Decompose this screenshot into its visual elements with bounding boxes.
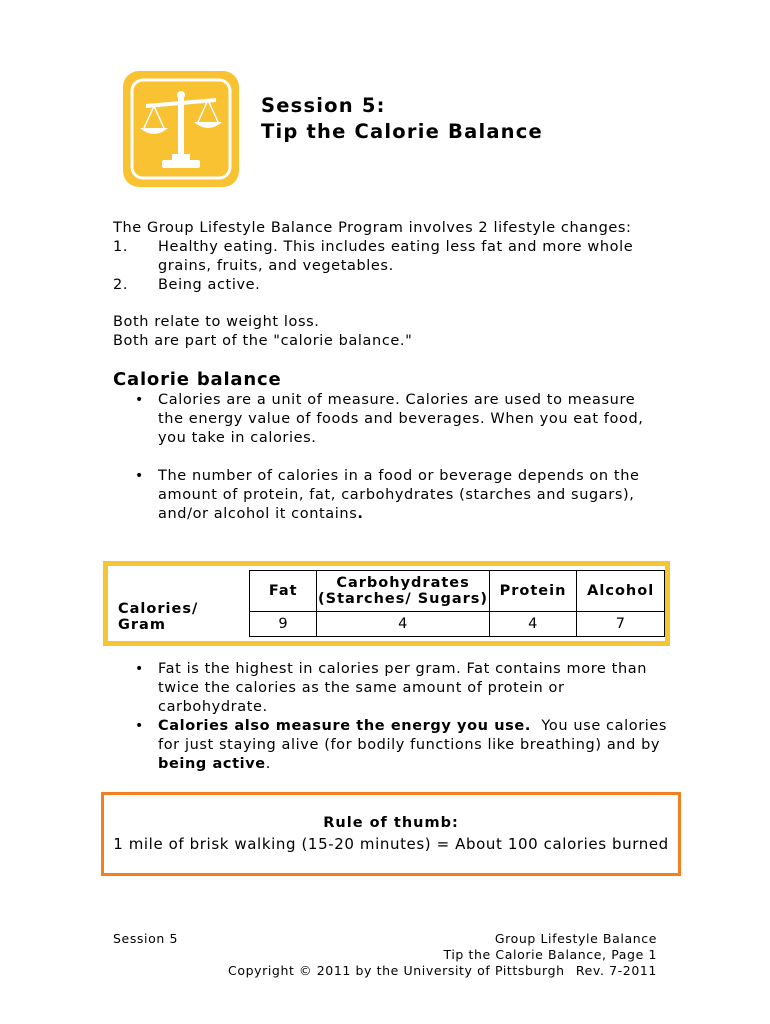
table-cell: 7 [577, 612, 665, 637]
bullet-text: for just staying alive (for bodily functions like breathing) and by [158, 737, 661, 753]
calorie-table [112, 570, 665, 637]
column-header-alcohol: Alcohol [577, 571, 665, 612]
column-header-protein: Protein [489, 571, 577, 612]
column-header-fat: Fat [250, 571, 317, 612]
balance-scale-icon [122, 70, 240, 188]
column-header-carbohydrates: Carbohydrates (Starches/ Sugars) [317, 571, 489, 612]
bullet-icon: • [135, 392, 144, 408]
list-item-text: grains, fruits, and vegetables. [158, 258, 394, 274]
list-item-text: Being active. [158, 277, 261, 293]
bullet-text: the energy value of foods and beverages. When you eat food, [158, 411, 644, 427]
bullet-icon: • [135, 468, 144, 484]
footer-page: Tip the Calorie Balance, Page 1 [443, 947, 657, 962]
page-title: Tip the Calorie Balance [261, 120, 543, 143]
list-number: 2. [113, 277, 129, 293]
rule-title: Rule of thumb: [323, 815, 459, 831]
list-item-text: Healthy eating. This includes eating less fat and more whole [158, 239, 634, 255]
page-title-session: Session 5: [261, 94, 386, 117]
footer-session: Session 5 [113, 931, 179, 946]
intro-lead: The Group Lifestyle Balance Program involves 2 lifestyle changes: [113, 220, 632, 236]
table-cell: 9 [250, 612, 317, 637]
paragraph-line: Both relate to weight loss. [113, 314, 320, 330]
paragraph-line: Both are part of the "calorie balance." [113, 333, 413, 349]
bullet-text: you take in calories. [158, 430, 317, 446]
bullet-text: carbohydrate. [158, 699, 268, 715]
bullet-text: being active. [158, 756, 271, 772]
bullet-text: Calories also measure the energy you use. You use calories [158, 718, 668, 734]
bullet-icon: • [135, 661, 144, 677]
list-number: 1. [113, 239, 129, 255]
bullet-text: Fat is the highest in calories per gram. Fat contains more than [158, 661, 648, 677]
bullet-text: Calories are a unit of measure. Calories are used to measure [158, 392, 636, 408]
calorie-table-frame [103, 561, 670, 646]
rule-text: 1 mile of brisk walking (15-20 minutes) = About 100 calories burned [113, 835, 669, 853]
table-cell: 4 [317, 612, 489, 637]
bullet-text: The number of calories in a food or beverage depends on the [158, 468, 640, 484]
bullet-text: amount of protein, fat, carbohydrates (starches and sugars), [158, 487, 635, 503]
bullet-text: and/or alcohol it contains. [158, 506, 364, 522]
footer-copyright: Copyright © 2011 by the University of Pittsburgh [228, 963, 565, 978]
bullet-icon: • [135, 718, 144, 734]
section-heading: Calorie balance [113, 369, 282, 390]
rule-of-thumb-box [101, 792, 681, 876]
footer-revision: Rev. 7-2011 [575, 963, 657, 978]
footer-program: Group Lifestyle Balance [494, 931, 657, 946]
row-label: Calories/ Gram [118, 600, 199, 633]
bullet-text: twice the calories as the same amount of protein or [158, 680, 565, 696]
table-cell: 4 [489, 612, 577, 637]
